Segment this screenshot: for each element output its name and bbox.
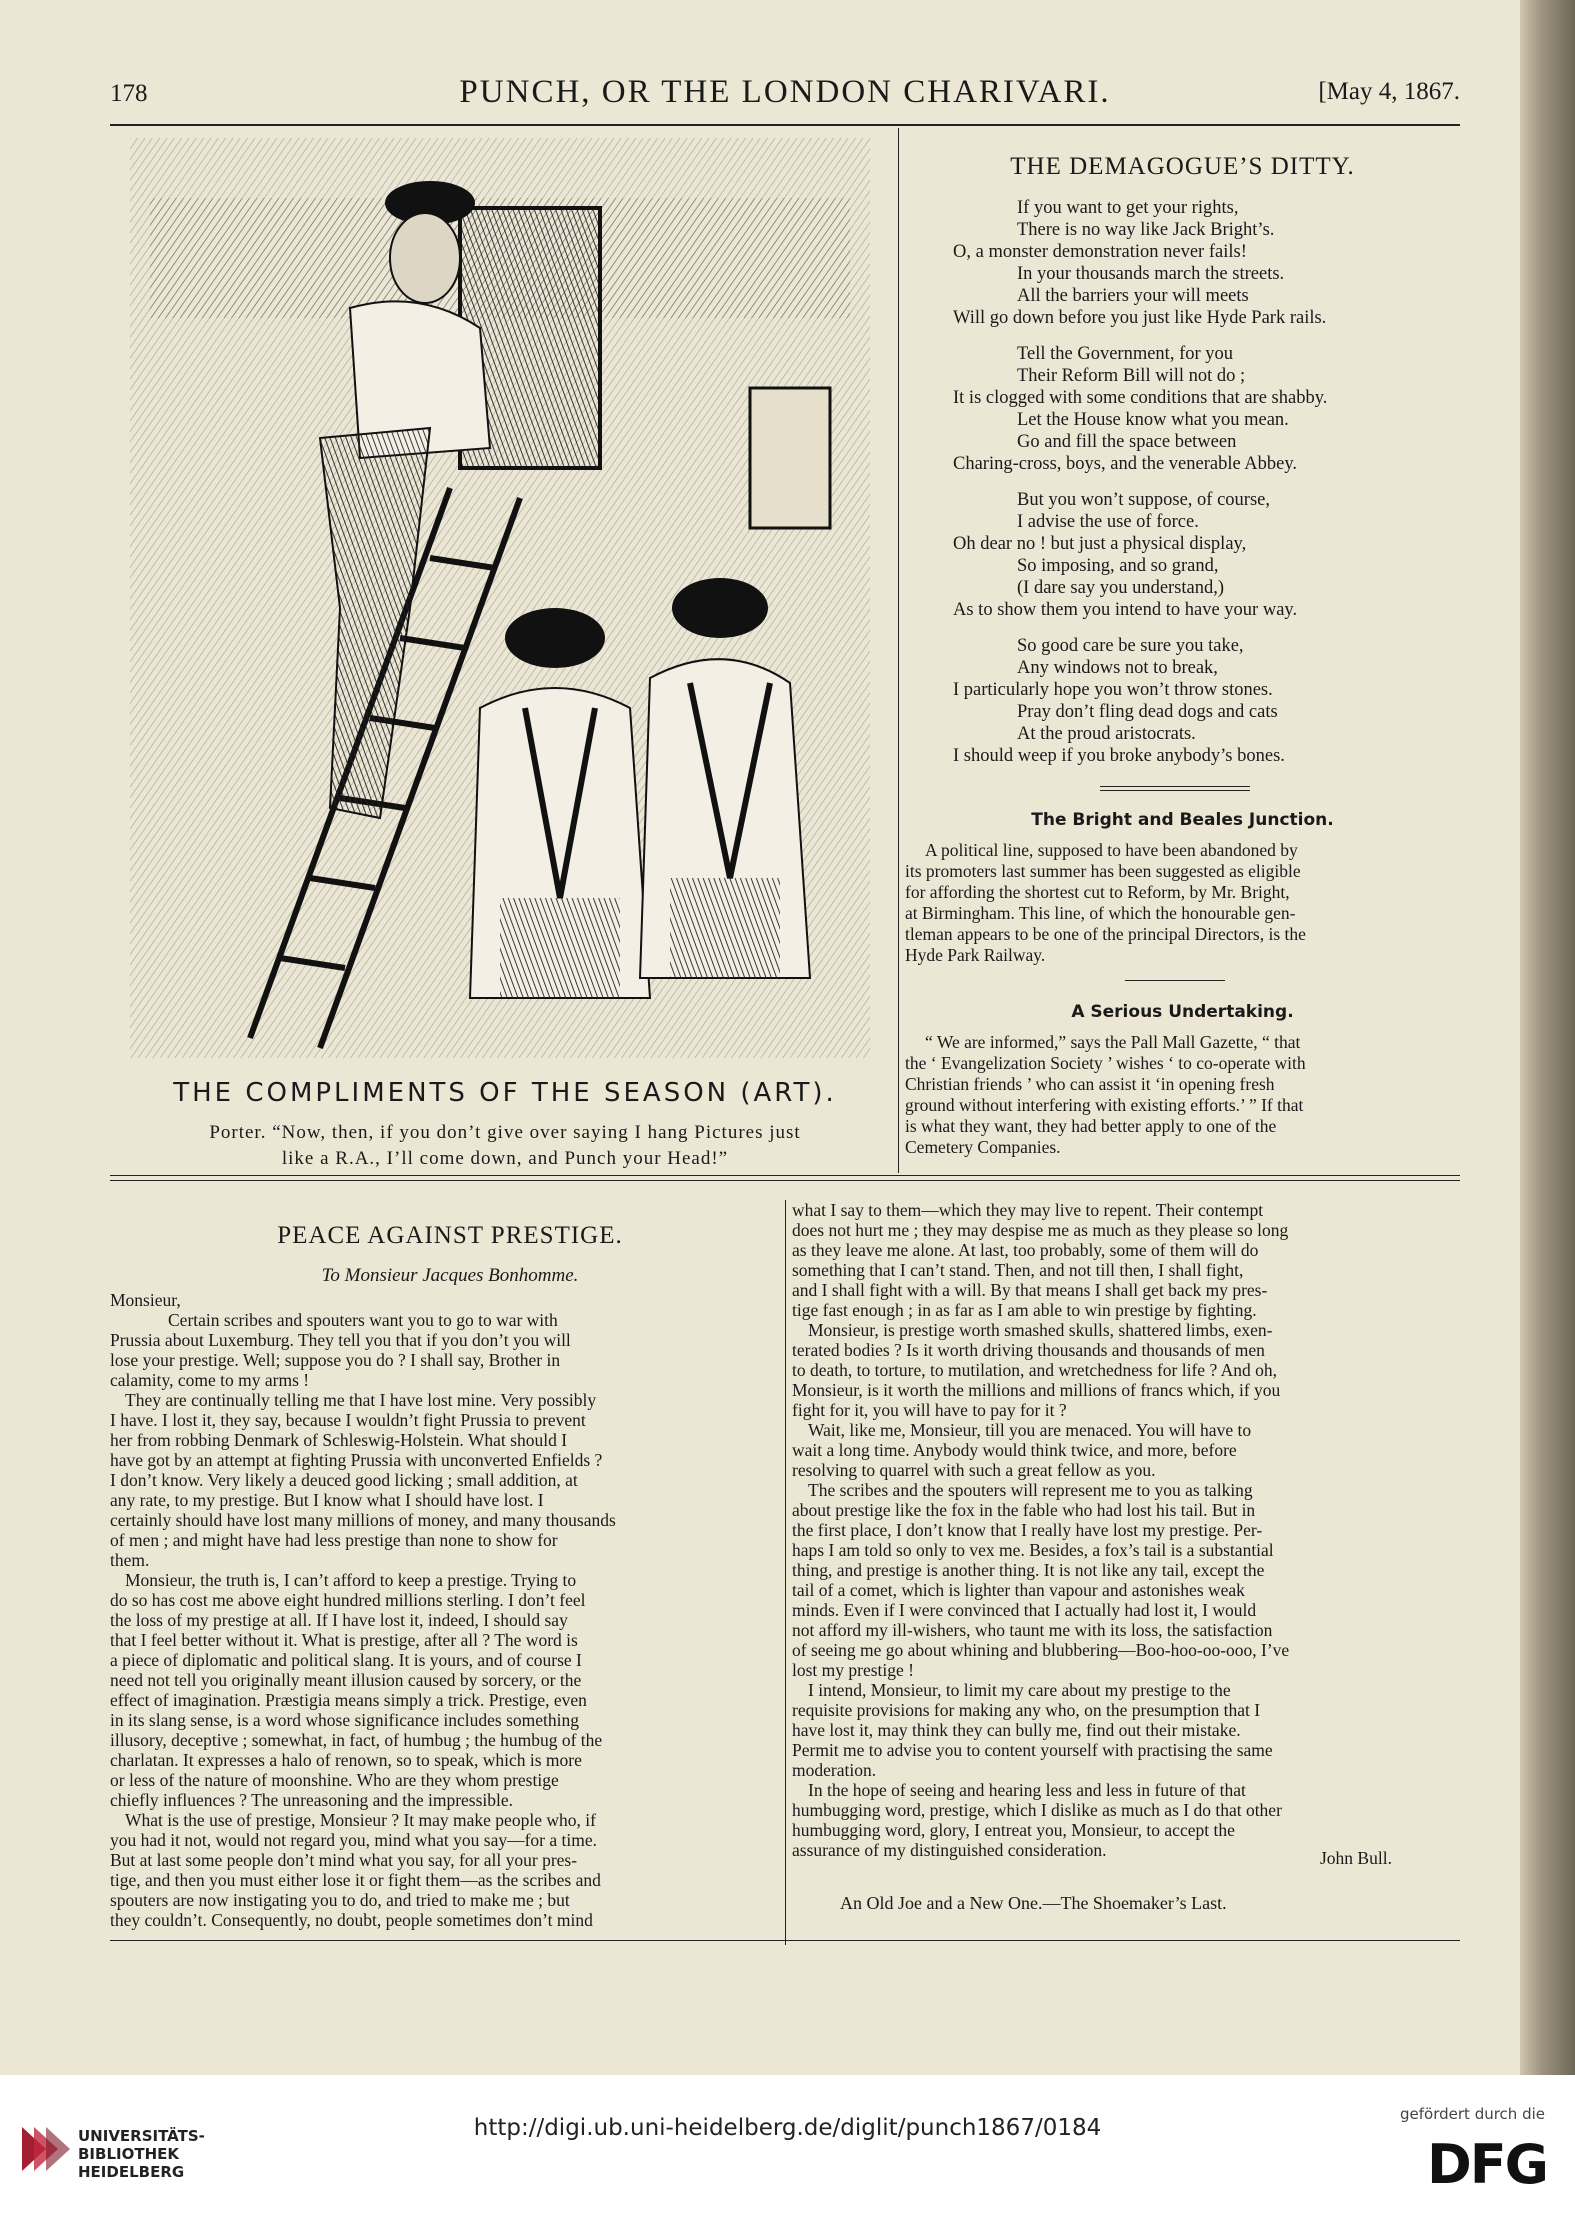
bright-line: tleman appears to be one of the principal Directors, is the xyxy=(905,924,1306,944)
poem-line: If you want to get your rights, xyxy=(1017,198,1239,218)
serious-line: the ‘ Evangelization Society ’ wishes ‘ to co-operate with xyxy=(905,1053,1306,1073)
article-line: Monsieur, the truth is, I can’t afford to keep a prestige. Trying to xyxy=(125,1570,577,1590)
article-line: certainly should have lost many millions of money, and many thousands xyxy=(110,1510,616,1530)
article-column-rule xyxy=(785,1200,786,1945)
poem-line: Pray don’t fling dead dogs and cats xyxy=(1017,702,1278,722)
article-line: tige, and then you must either lose it or fight them—as the scribes and xyxy=(110,1870,601,1890)
bright-line: Hyde Park Railway. xyxy=(905,945,1046,965)
article-salutation: To Monsieur Jacques Bonhomme. xyxy=(321,1265,579,1286)
article-line: fight for it, you will have to pay for it ? xyxy=(792,1400,1067,1420)
article-line: haps I am told so only to vex me. Besides, a fox’s tail is a substantial xyxy=(792,1540,1274,1560)
article-line: moderation. xyxy=(792,1760,877,1780)
serious-line: ground without interfering with existing efforts.’ ” If that xyxy=(905,1095,1304,1115)
article-line: have got by an attempt at fighting Prussia with unconverted Enfields ? xyxy=(110,1450,603,1470)
poem-line: So imposing, and so grand, xyxy=(1017,556,1219,576)
mid-rule xyxy=(110,1175,1460,1176)
poem-line: So good care be sure you take, xyxy=(1017,636,1244,656)
article-line: minds. Even if I were convinced that I actually had lost it, I would xyxy=(792,1600,1257,1620)
poem-line: Any windows not to break, xyxy=(1017,658,1218,678)
digitization-footer xyxy=(0,2075,1575,2218)
article-line: spouters are now instigating you to do, and tried to make me ; but xyxy=(110,1890,570,1910)
article-line: calamity, come to my arms ! xyxy=(110,1370,310,1390)
article-line: any rate, to my prestige. But I know what I should have lost. I xyxy=(110,1490,544,1510)
article-line: They are continually telling me that I have lost mine. Very possibly xyxy=(125,1390,597,1410)
library-name-line: BIBLIOTHEK xyxy=(78,2145,179,2163)
poem-title: THE DEMAGOGUE’S DITTY. xyxy=(1010,153,1355,180)
poem-line: Oh dear no ! but just a physical display, xyxy=(953,534,1247,554)
poem-line: But you won’t suppose, of course, xyxy=(1017,490,1270,510)
poem-line: All the barriers your will meets xyxy=(1017,286,1249,306)
article-line: illusory, deceptive ; somewhat, in fact, of humbug ; the humbug of the xyxy=(110,1730,603,1750)
poem-line: Will go down before you just like Hyde Park rails. xyxy=(953,308,1327,328)
article-line: of men ; and might have had less prestige than none to show for xyxy=(110,1530,558,1550)
article-line: wait a long time. Anybody would think twice, and more, before xyxy=(792,1440,1237,1460)
poem-line: Go and fill the space between xyxy=(1017,432,1237,452)
article-line: Prussia about Luxemburg. They tell you that if you don’t you will xyxy=(110,1330,571,1350)
article-line: Certain scribes and spouters want you to go to war with xyxy=(168,1310,558,1330)
article-line: terated bodies ? Is it worth driving thousands and thousands of men xyxy=(792,1340,1265,1360)
page-bottom-rule xyxy=(110,1940,1460,1941)
poem-line: There is no way like Jack Bright’s. xyxy=(1017,220,1275,240)
poem-line: Their Reform Bill will not do ; xyxy=(1017,366,1246,386)
article-line: that I feel better without it. What is prestige, after all ? The word is xyxy=(110,1630,578,1650)
article-line: What is the use of prestige, Monsieur ? It may make people who, if xyxy=(125,1810,596,1830)
article-line: humbugging word, prestige, which I dislike as much as I do that other xyxy=(792,1800,1282,1820)
article-line: resolving to quarrel with such a great fellow as you. xyxy=(792,1460,1156,1480)
article-line: Wait, like me, Monsieur, till you are menaced. You will have to xyxy=(808,1420,1252,1440)
article-line: have lost it, may think they can bully me, find out their mistake. xyxy=(792,1720,1241,1740)
article-line: do so has cost me above eight hundred millions sterling. I don’t feel xyxy=(110,1590,586,1610)
issue-date: [May 4, 1867. xyxy=(1318,78,1460,105)
poem-line: Charing-cross, boys, and the venerable Abbey. xyxy=(953,454,1298,474)
poem-line: Let the House know what you mean. xyxy=(1017,410,1289,430)
article-line: I intend, Monsieur, to limit my care about my prestige to the xyxy=(808,1680,1231,1700)
article-line: and I shall fight with a will. By that means I shall get back my pres- xyxy=(792,1280,1268,1300)
poem-line: I advise the use of force. xyxy=(1017,512,1199,532)
serious-line: Christian friends ’ who can assist it ‘in opening fresh xyxy=(905,1074,1275,1094)
article-line: thing, and prestige is another thing. It is not like any tail, except the xyxy=(792,1560,1265,1580)
article-line: does not hurt me ; they may despise me as much as they please so long xyxy=(792,1220,1289,1240)
serious-line: “ We are informed,” says the Pall Mall Gazette, “ that xyxy=(925,1032,1301,1052)
serious-heading: A Serious Undertaking. xyxy=(1071,1002,1294,1022)
header-rule xyxy=(110,124,1460,126)
cartoon-title: THE COMPLIMENTS OF THE SEASON (ART). xyxy=(173,1078,837,1108)
mid-rule xyxy=(110,1180,1460,1181)
article-line: her from robbing Denmark of Schleswig-Holstein. What should I xyxy=(110,1430,568,1450)
article-line: Monsieur, is prestige worth smashed skulls, shattered limbs, exen- xyxy=(808,1320,1273,1340)
article-line: them. xyxy=(110,1550,150,1570)
article-line: about prestige like the fox in the fable who had lost his tail. But in xyxy=(792,1500,1256,1520)
publication-title: PUNCH, OR THE LONDON CHARIVARI. xyxy=(459,74,1111,110)
article-title: PEACE AGAINST PRESTIGE. xyxy=(277,1222,623,1249)
article-line: tail of a comet, which is lighter than vapour and astonishes weak xyxy=(792,1580,1245,1600)
article-line: But at last some people don’t mind what you say, for all your pres- xyxy=(110,1850,578,1870)
article-line: something that I can’t stand. Then, and not till then, I shall fight, xyxy=(792,1260,1244,1280)
article-line: effect of imagination. Præstigia means simply a trick. Prestige, even xyxy=(110,1690,587,1710)
article-line: assurance of my distinguished consideration. xyxy=(792,1840,1107,1860)
poem-line: I should weep if you broke anybody’s bones. xyxy=(953,746,1285,766)
closing-joke: An Old Joe and a New One.—The Shoemaker’s Last. xyxy=(840,1893,1227,1913)
article-line: requisite provisions for making any who, on the presumption that I xyxy=(792,1700,1261,1720)
book-spine-shadow xyxy=(1520,0,1575,2075)
poem-line: At the proud aristocrats. xyxy=(1017,724,1196,744)
bright-line: for affording the shortest cut to Reform, by Mr. Bright, xyxy=(905,882,1290,902)
article-line: In the hope of seeing and hearing less and less in future of that xyxy=(808,1780,1246,1800)
dfg-logo: DFG xyxy=(1426,2133,1547,2196)
article-line: lose your prestige. Well; suppose you do ? I shall say, Brother in xyxy=(110,1350,561,1370)
page-header xyxy=(110,72,1460,118)
article-line: what I say to them—which they may live to repent. Their contempt xyxy=(792,1200,1264,1220)
article-line: tige fast enough ; in as far as I am able to win prestige by fighting. xyxy=(792,1300,1257,1320)
library-name-line: HEIDELBERG xyxy=(78,2163,185,2181)
article-line: not afford my ill-wishers, who taunt me with its loss, the satisfaction xyxy=(792,1620,1273,1640)
article-line: as they leave me alone. At last, too probably, some of them will do xyxy=(792,1240,1259,1260)
funding-note: gefördert durch die xyxy=(1400,2105,1545,2123)
article-line: they couldn’t. Consequently, no doubt, people sometimes don’t mind xyxy=(110,1910,593,1930)
article-line: or less of the nature of moonshine. Who are they whom prestige xyxy=(110,1770,559,1790)
article-line: to death, to torture, to mutilation, and wretchedness for life ? And oh, xyxy=(792,1360,1278,1380)
bright-line: its promoters last summer has been suggested as eligible xyxy=(905,861,1301,881)
poem-line: Tell the Government, for you xyxy=(1017,344,1234,364)
cartoon-caption-line-2: like a R.A., I’ll come down, and Punch your Head!” xyxy=(281,1148,729,1169)
bright-line: at Birmingham. This line, of which the honourable gen- xyxy=(905,903,1296,923)
serious-line: Cemetery Companies. xyxy=(905,1137,1061,1157)
poem-line: In your thousands march the streets. xyxy=(1017,264,1285,284)
article-line: of seeing me go about whining and blubbering—Boo-hoo-oo-ooo, I’ve xyxy=(792,1640,1290,1660)
article-line: chiefly influences ? The unreasoning and the impressible. xyxy=(110,1790,514,1810)
article-line: I have. I lost it, they say, because I wouldn’t fight Prussia to prevent xyxy=(110,1410,586,1430)
article-line: Monsieur, xyxy=(110,1290,181,1310)
library-name-line: UNIVERSITÄTS- xyxy=(78,2127,205,2145)
article-line: the first place, I don’t know that I really have lost my prestige. Per- xyxy=(792,1520,1263,1540)
article-line: humbugging word, glory, I entreat you, Monsieur, to accept the xyxy=(792,1820,1235,1840)
section-divider xyxy=(1125,980,1225,981)
cartoon-illustration xyxy=(130,138,870,1058)
article-line: a piece of diplomatic and political slang. It is yours, and of course I xyxy=(110,1650,582,1670)
article-line: in its slang sense, is a word whose significance includes something xyxy=(110,1710,580,1730)
source-url-link[interactable]: http://digi.ub.uni-heidelberg.de/diglit/punch1867/0184 xyxy=(473,2115,1102,2141)
article-line: lost my prestige ! xyxy=(792,1660,914,1680)
article-signature: John Bull. xyxy=(1320,1848,1392,1868)
article-line: Monsieur, is it worth the millions and millions of francs which, if you xyxy=(792,1380,1281,1400)
bright-line: A political line, supposed to have been abandoned by xyxy=(925,840,1298,860)
poem-line: As to show them you intend to have your way. xyxy=(953,600,1298,620)
poem-line: (I dare say you understand,) xyxy=(1017,578,1225,598)
article-line: I don’t know. Very likely a deuced good licking ; small addition, at xyxy=(110,1470,578,1490)
article-line: the loss of my prestige at all. If I have lost it, indeed, I should say xyxy=(110,1610,568,1630)
cartoon-caption-line-1: Porter. “Now, then, if you don’t give over saying I hang Pictures just xyxy=(209,1122,801,1143)
poem-line: It is clogged with some conditions that are shabby. xyxy=(953,388,1328,408)
section-divider xyxy=(1100,790,1250,791)
article-line: need not tell you originally meant illusion caused by sorcery, or the xyxy=(110,1670,582,1690)
page-number: 178 xyxy=(110,80,148,107)
poem-line: O, a monster demonstration never fails! xyxy=(953,242,1247,262)
article-line: you had it not, would not regard you, mind what you say—for a time. xyxy=(110,1830,598,1850)
article-line: charlatan. It expresses a halo of renown, so to speak, which is more xyxy=(110,1750,582,1770)
bright-heading: The Bright and Beales Junction. xyxy=(1031,810,1334,830)
serious-line: is what they want, they had better apply to one of the xyxy=(905,1116,1277,1136)
article-line: Permit me to advise you to content yourself with practising the same xyxy=(792,1740,1273,1760)
column-rule xyxy=(898,128,899,1173)
section-divider xyxy=(1100,786,1250,787)
poem-line: I particularly hope you won’t throw stones. xyxy=(953,680,1273,700)
article-line: The scribes and the spouters will represent me to you as talking xyxy=(808,1480,1253,1500)
